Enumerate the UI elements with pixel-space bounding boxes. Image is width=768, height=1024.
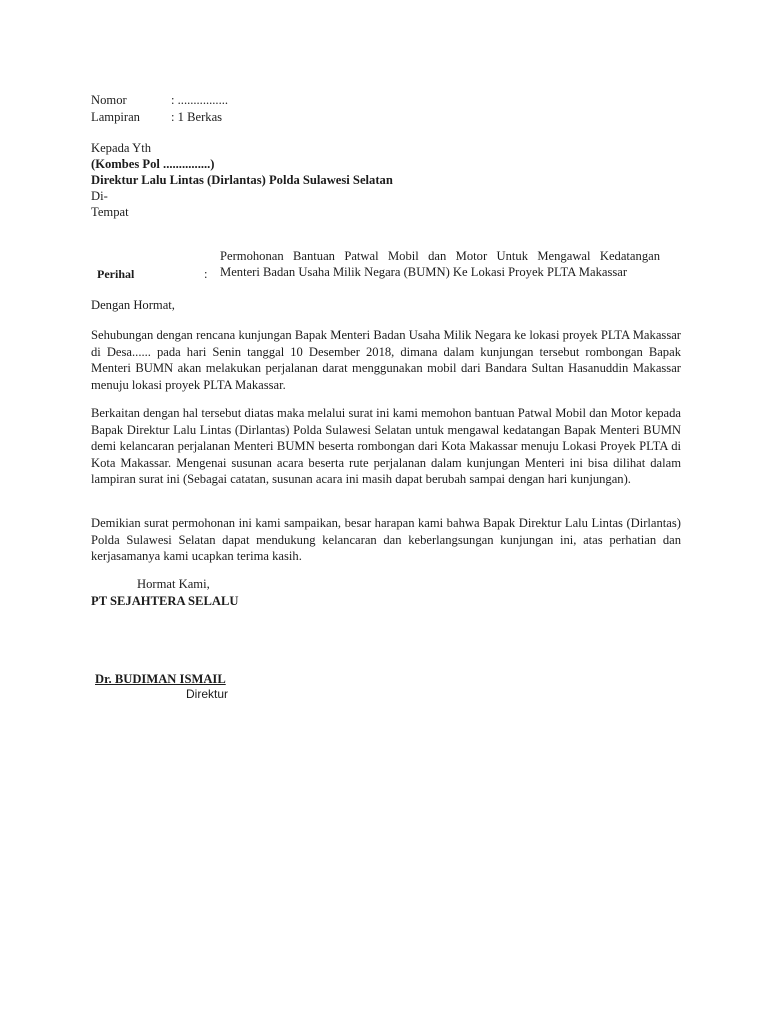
- signer-name: Dr. BUDIMAN ISMAIL: [95, 672, 226, 686]
- perihal-line-1: Permohonan Bantuan Patwal Mobil dan Motor Untuk Mengawal Kedatangan: [220, 249, 660, 263]
- recipient-di: Di-: [91, 189, 108, 203]
- perihal-label: Perihal: [97, 267, 135, 281]
- lampiran-value: : 1 Berkas: [171, 110, 223, 124]
- perihal-text: [220, 248, 660, 280]
- perihal-colon: :: [204, 267, 208, 281]
- paragraph-3: Demikian surat permohonan ini kami sampaikan, besar harapan kami bahwa Bapak Direktur Lalu Lintas (Dirlantas) Polda Sulawesi Selatan dapat mendukung kelancaran dan keberlangsungan kunjungan ini, atas perhatian dan kerjasamanya kami ucapkan terima kasih.: [91, 516, 681, 564]
- lampiran-label: Lampiran: [91, 110, 140, 124]
- nomor-label: Nomor: [91, 93, 127, 107]
- greeting: Dengan Hormat,: [91, 298, 175, 312]
- paragraph-2: Berkaitan dengan hal tersebut diatas maka melalui surat ini kami memohon bantuan Patwal Mobil dan Motor kepada Bapak Direktur Lalu Lintas (Dirlantas) Polda Sulawesi Selatan untuk mengawal kedatangan Bapak Menteri BUMN demi kelancaran perjalanan Menteri BUMN beserta rombongan dari Kota Makassar menuju Lokasi Proyek PLTA di Kota Makassar. Mengenai susunan acara beserta rute perjalanan dalam kunjungan Menteri ini bisa dilihat dalam lampiran surat ini (Sebagai catatan, susunan acara ini masih dapat berubah sampai dengan hari kunjungan).: [91, 406, 681, 487]
- perihal-line-2: Menteri Badan Usaha Milik Negara (BUMN) Ke Lokasi Proyek PLTA Makassar: [220, 265, 628, 279]
- paragraph-1: Sehubungan dengan rencana kunjungan Bapak Menteri Badan Usaha Milik Negara ke lokasi proyek PLTA Makassar di Desa...... pada hari Senin tanggal 10 Desember 2018, dimana dalam kunjungan tersebut rombongan Bapak Menteri BUMN akan melakukan perjalanan darat menggunakan mobil dari Bandara Sultan Hasanuddin Makassar menuju lokasi proyek PLTA Makassar.: [91, 328, 681, 392]
- recipient-title: Direktur Lalu Lintas (Dirlantas) Polda Sulawesi Selatan: [91, 173, 393, 187]
- recipient-tempat: Tempat: [91, 205, 129, 219]
- closing-hormat: Hormat Kami,: [137, 577, 210, 591]
- recipient-name: (Kombes Pol ...............): [91, 157, 215, 171]
- kepada-yth: Kepada Yth: [91, 141, 152, 155]
- company-name: PT SEJAHTERA SELALU: [91, 594, 239, 608]
- signer-title: Direktur: [186, 687, 229, 701]
- nomor-value: : ................: [171, 93, 229, 107]
